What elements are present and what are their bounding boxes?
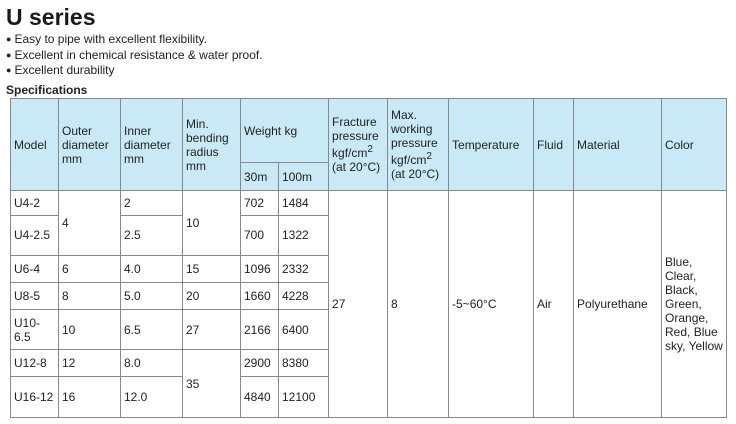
cell-outer-diameter: 4: [59, 191, 121, 256]
header-fluid: Fluid: [534, 99, 574, 191]
cell-max-working-pressure: 8: [388, 191, 449, 418]
cell-model: U4-2.5: [11, 215, 59, 256]
cell-outer-diameter: 6: [59, 256, 121, 283]
cell-weight-30m: 2166: [241, 309, 279, 350]
cell-weight-30m: 702: [241, 191, 279, 216]
cell-weight-100m: 8380: [279, 350, 329, 377]
cell-min-bending-radius: 20: [183, 283, 241, 310]
cell-min-bending-radius: 35: [183, 350, 241, 418]
cell-model: U4-2: [11, 191, 59, 216]
header-fracture-pressure-exponent: 2: [367, 144, 373, 155]
cell-weight-30m: 4840: [241, 377, 279, 418]
cell-inner-diameter: 4.0: [121, 256, 183, 283]
header-material: Material: [574, 99, 662, 191]
cell-model: U16-12: [11, 377, 59, 418]
feature-item: ● Excellent in chemical resistance & water proof.: [6, 48, 263, 64]
cell-model: U8-5: [11, 283, 59, 310]
cell-inner-diameter: 5.0: [121, 283, 183, 310]
cell-min-bending-radius: 27: [183, 309, 241, 350]
header-weight: Weight kg: [241, 99, 329, 163]
cell-inner-diameter: 2: [121, 191, 183, 216]
page-title: U series: [6, 4, 96, 30]
cell-inner-diameter: 6.5: [121, 309, 183, 350]
cell-fluid: Air: [534, 191, 574, 418]
header-temperature: Temperature: [449, 99, 534, 191]
header-min-bending-radius: Min. bending radius mm: [183, 99, 241, 191]
header-fracture-pressure-label: Fracture pressure kgf/cm: [332, 115, 379, 160]
header-fracture-pressure: [329, 99, 388, 191]
header-color: Color: [662, 99, 727, 191]
specifications-table: [10, 98, 727, 418]
cell-weight-100m: 4228: [279, 283, 329, 310]
cell-weight-30m: 700: [241, 215, 279, 256]
cell-inner-diameter: 2.5: [121, 215, 183, 256]
cell-outer-diameter: 10: [59, 309, 121, 350]
cell-outer-diameter: 16: [59, 377, 121, 418]
cell-fracture-pressure: 27: [329, 191, 388, 418]
cell-temperature: -5~60°C: [449, 191, 534, 418]
cell-inner-diameter: 8.0: [121, 350, 183, 377]
cell-weight-100m: 2332: [279, 256, 329, 283]
header-inner-diameter: Inner diameter mm: [121, 99, 183, 191]
cell-model: U12-8: [11, 350, 59, 377]
header-fracture-pressure-temp: (at 20°C): [332, 160, 381, 174]
header-max-working-pressure-label: Max. working pressure kgf/cm: [391, 108, 438, 167]
cell-outer-diameter: 8: [59, 283, 121, 310]
header-max-working-pressure: [388, 99, 449, 191]
cell-material: Polyurethane: [574, 191, 662, 418]
cell-inner-diameter: 12.0: [121, 377, 183, 418]
cell-weight-30m: 2900: [241, 350, 279, 377]
cell-weight-30m: 1096: [241, 256, 279, 283]
header-weight-100m: 100m: [279, 163, 329, 191]
feature-item: ● Excellent durability: [6, 63, 263, 79]
cell-weight-100m: 12100: [279, 377, 329, 418]
cell-weight-30m: 1660: [241, 283, 279, 310]
feature-list: [6, 32, 263, 79]
header-outer-diameter: Outer diameter mm: [59, 99, 121, 191]
cell-model: U10-6.5: [11, 309, 59, 350]
cell-outer-diameter: 12: [59, 350, 121, 377]
cell-model: U6-4: [11, 256, 59, 283]
cell-weight-100m: 1322: [279, 215, 329, 256]
cell-weight-100m: 1484: [279, 191, 329, 216]
cell-color: Blue, Clear, Black, Green, Orange, Red, Blue sky, Yellow: [662, 191, 727, 418]
header-model: Model: [11, 99, 59, 191]
cell-min-bending-radius: 10: [183, 191, 241, 256]
header-max-working-pressure-exponent: 2: [426, 151, 432, 162]
header-max-working-pressure-temp: (at 20°C): [391, 167, 440, 181]
cell-min-bending-radius: 15: [183, 256, 241, 283]
header-weight-30m: 30m: [241, 163, 279, 191]
cell-weight-100m: 6400: [279, 309, 329, 350]
feature-item: ● Easy to pipe with excellent flexibility.: [6, 32, 263, 48]
specifications-heading: Specifications: [6, 83, 88, 97]
